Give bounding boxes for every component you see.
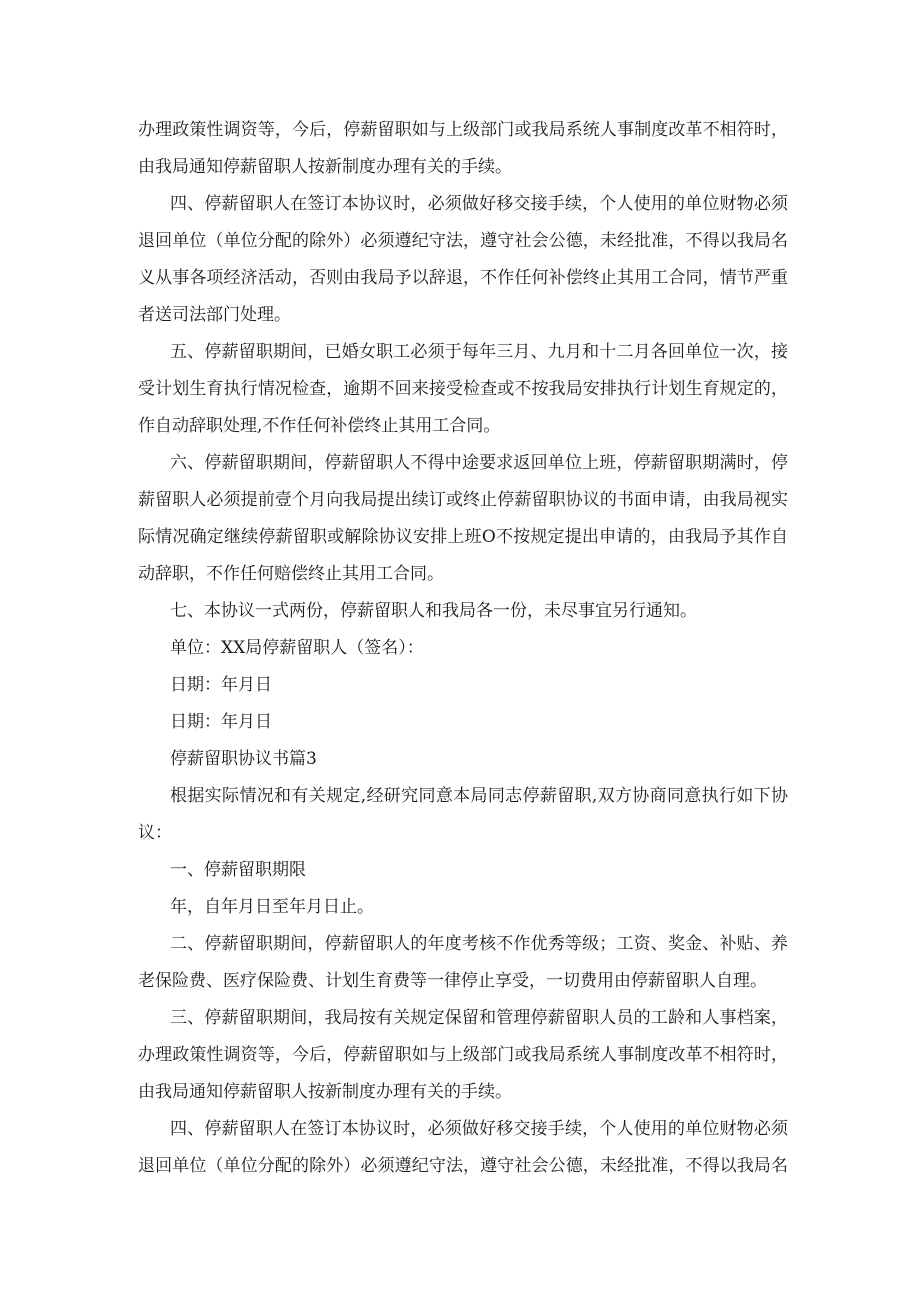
text-line: 七、本协议一式两份，停薪留职人和我局各一份，未尽事宜另行通知。 (170, 601, 697, 621)
text-line: 四、停薪留职人在签订本协议时，必须做好移交接手续，个人使用的单位财物必须 (170, 194, 788, 214)
date-line: 日期：年月日 (170, 712, 272, 732)
text-line: 由我局通知停薪留职人按新制度办理有关的手续。 (138, 157, 512, 177)
text-line: 际情况确定继续停薪留职或解除协议安排上班O不按规定提出申请的，由我局予其作自 (138, 527, 788, 547)
text-line: 议： (138, 823, 172, 843)
section-title: 停薪留职协议书篇3 (170, 749, 317, 769)
text-line: 义从事各项经济活动，否则由我局予以辞退，不作任何补偿终止其用工合同，情节严重 (138, 268, 788, 288)
text-line: 四、停薪留职人在签订本协议时，必须做好移交接手续，个人使用的单位财物必须 (170, 1119, 788, 1139)
text-line: 作自动辞职处理,不作任何补偿终止其用工合同。 (138, 416, 501, 436)
text-line: 五、停薪留职期间，已婚女职工必须于每年三月、九月和十二月各回单位一次，接 (170, 342, 788, 362)
signature-line: 单位：XX局停薪留职人（签名）： (170, 638, 424, 658)
text-line: 老保险费、医疗保险费、计划生育费等一律停止享受，一切费用由停薪留职人自理。 (138, 971, 767, 991)
date-line: 日期：年月日 (170, 675, 272, 695)
text-line: 者送司法部门处理。 (138, 305, 291, 325)
text-line: 薪留职人必须提前壹个月向我局提出续订或终止停薪留职协议的书面申请，由我局视实 (138, 490, 788, 510)
text-line: 三、停薪留职期间，我局按有关规定保留和管理停薪留职人员的工龄和人事档案， (170, 1008, 788, 1028)
text-line: 退回单位（单位分配的除外）必须遵纪守法，遵守社会公德，未经批准，不得以我局名 (138, 231, 788, 251)
text-line: 办理政策性调资等，今后，停薪留职如与上级部门或我局系统人事制度改革不相符时， (138, 1045, 788, 1065)
text-line: 年，自年月日至年月日止。 (170, 897, 374, 917)
text-line: 六、停薪留职期间，停薪留职人不得中途要求返回单位上班，停薪留职期满时，停 (170, 453, 788, 473)
text-line: 动辞职，不作任何赔偿终止其用工合同。 (138, 564, 444, 584)
text-line: 办理政策性调资等，今后，停薪留职如与上级部门或我局系统人事制度改革不相符时， (138, 120, 788, 140)
text-line: 受计划生育执行情况检查，逾期不回来接受检查或不按我局安排执行计划生育规定的， (138, 379, 788, 399)
text-line: 一、停薪留职期限 (170, 860, 306, 880)
text-line: 二、停薪留职期间，停薪留职人的年度考核不作优秀等级；工资、奖金、补贴、养 (170, 934, 788, 954)
text-line: 由我局通知停薪留职人按新制度办理有关的手续。 (138, 1082, 512, 1102)
text-line: 退回单位（单位分配的除外）必须遵纪守法，遵守社会公德，未经批准，不得以我局名 (138, 1156, 788, 1176)
text-line: 根据实际情况和有关规定,经研究同意本局同志停薪留职,双方协商同意执行如下协 (170, 786, 788, 806)
